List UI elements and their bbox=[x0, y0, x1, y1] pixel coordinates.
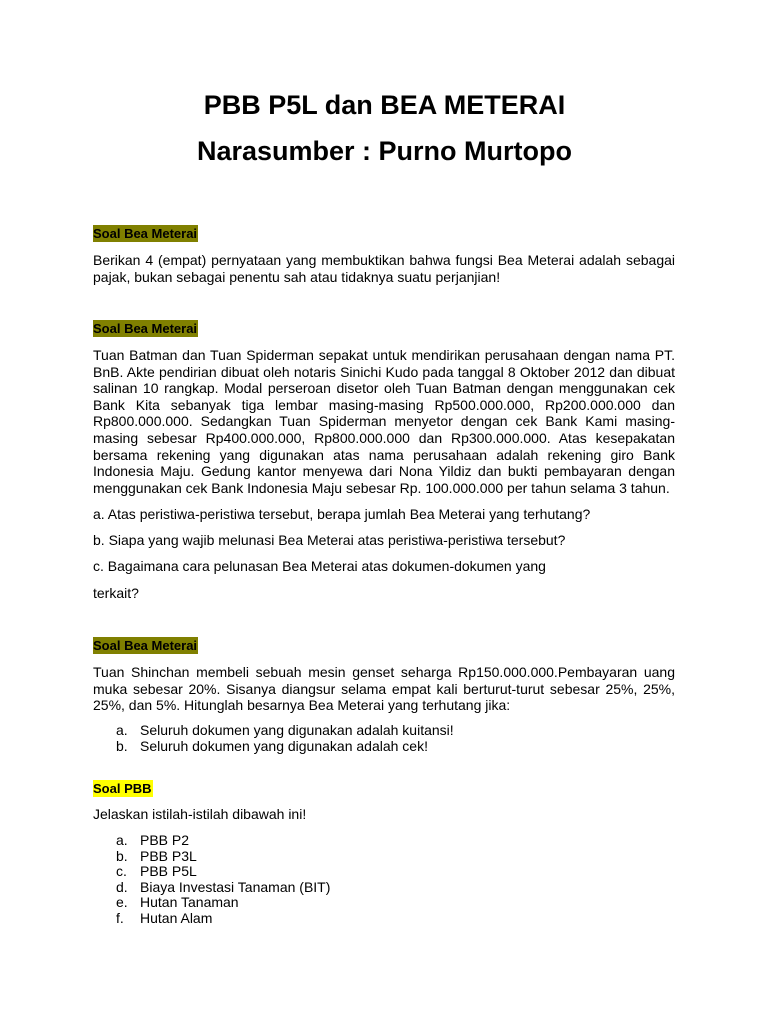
section-heading-1: Soal Bea Meterai bbox=[93, 226, 198, 241]
list-item: c. PBB P5L bbox=[116, 863, 197, 880]
section-1-paragraph: Berikan 4 (empat) pernyataan yang membuktikan bahwa fungsi Bea Meterai adalah sebagai pajak, bukan sebagai penentu sah atau tidaknya suatu perjanjian! bbox=[93, 252, 675, 285]
section-4-paragraph: Jelaskan istilah-istilah dibawah ini! bbox=[93, 806, 307, 822]
document-subtitle: Narasumber : Purno Murtopo bbox=[196, 136, 573, 166]
section-3-list bbox=[93, 723, 454, 754]
section-2-question-c: c. Bagaimana cara pelunasan Bea Meterai atas dokumen-dokumen yang bbox=[93, 558, 546, 574]
list-item: b. Seluruh dokumen yang digunakan adalah cek! bbox=[116, 737, 428, 754]
section-heading-2: Soal Bea Meterai bbox=[93, 321, 198, 336]
list-item: b. PBB P3L bbox=[116, 847, 197, 864]
section-heading-4: Soal PBB bbox=[93, 781, 152, 796]
section-2-question-b: b. Siapa yang wajib melunasi Bea Meterai atas peristiwa-peristiwa tersebut? bbox=[93, 532, 566, 548]
section-2-question-a: a. Atas peristiwa-peristiwa tersebut, berapa jumlah Bea Meterai yang terhutang? bbox=[93, 506, 591, 522]
list-item: a. Seluruh dokumen yang digunakan adalah kuitansi! bbox=[116, 722, 454, 738]
section-2-paragraph: Tuan Batman dan Tuan Spiderman sepakat untuk mendirikan perusahaan dengan nama PT. BnB. Akte pendirian dibuat oleh notaris Sinichi Kudo pada tanggal 8 Oktober 2012 dan dibuat salinan 10 rangkap. Modal perseroan disetor oleh Tuan Batman dengan menggunakan cek Bank Kita sebanyak tiga lembar masing-masing Rp500.000.000, Rp200.000.000 dan Rp800.000.000. Sedangkan Tuan Spiderman menyetor dengan cek Bank Kami masing-masing sebesar Rp400.000.000, Rp800.000.000 dan Rp300.000.000. Atas kesepakatan bersama rekening yang digunakan atas nama perusahaan adalah rekening giro Bank Indonesia Maju. Gedung kantor menyewa dari Nona Yildiz dan bukti pembayaran dengan menggunakan cek Bank Indonesia Maju sebesar Rp. 100.000.000 per tahun selama 3 tahun. bbox=[93, 347, 675, 496]
section-heading-3: Soal Bea Meterai bbox=[93, 638, 198, 653]
list-item: e. Hutan Tanaman bbox=[116, 894, 239, 911]
section-4-list bbox=[93, 833, 330, 927]
section-3-paragraph: Tuan Shinchan membeli sebuah mesin genset seharga Rp150.000.000.Pembayaran uang muka sebesar 20%. Sisanya diangsur selama empat kali berturut-turut sebesar 25%, 25%, 25%, dan 5%. Hitunglah besarnya Bea Meterai yang terhutang jika: bbox=[93, 664, 675, 714]
document-title: PBB P5L dan BEA METERAI bbox=[203, 90, 566, 120]
list-item: d. Biaya Investasi Tanaman (BIT) bbox=[116, 878, 331, 895]
list-item: a. PBB P2 bbox=[116, 832, 190, 848]
list-item: f. Hutan Alam bbox=[116, 909, 213, 926]
section-2-question-c-cont: terkait? bbox=[93, 585, 139, 601]
